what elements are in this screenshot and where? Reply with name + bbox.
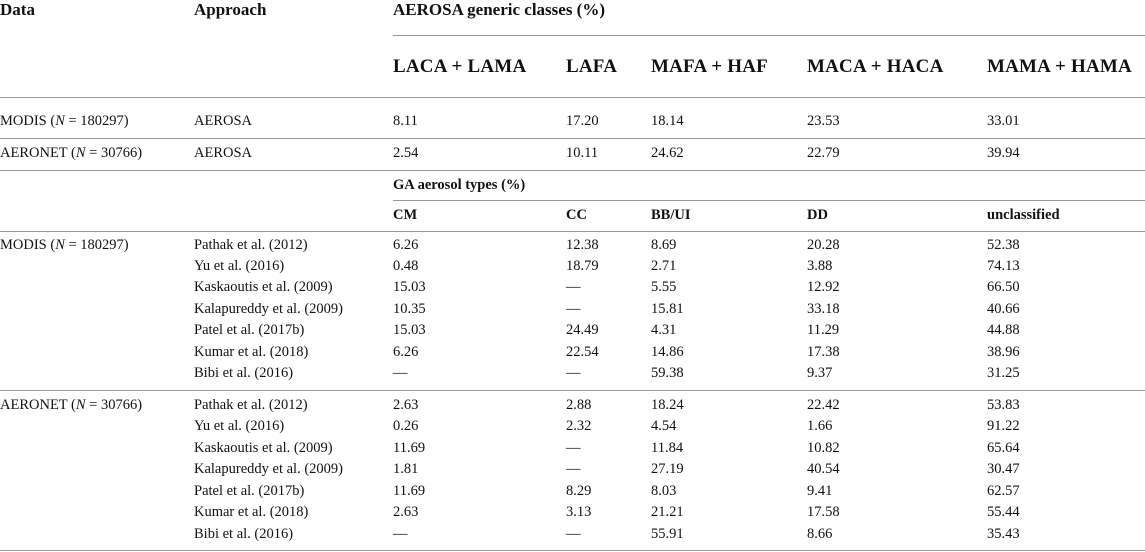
- value-cell: 3.88: [807, 258, 833, 274]
- value-cell: 2.54: [393, 145, 419, 161]
- value-cell: 8.29: [566, 483, 592, 499]
- value-cell: 55.91: [651, 526, 684, 542]
- value-cell: —: [566, 440, 581, 456]
- approach-cell: Bibi et al. (2016): [194, 365, 294, 381]
- value-cell: 17.38: [807, 344, 840, 360]
- value-cell: 12.38: [566, 237, 599, 253]
- value-cell: 66.50: [987, 279, 1020, 295]
- value-cell: 11.69: [393, 440, 426, 456]
- approach-cell: Yu et al. (2016): [194, 418, 285, 434]
- approach-cell: Bibi et al. (2016): [194, 526, 294, 542]
- value-cell: 22.79: [807, 145, 840, 161]
- value-cell: 74.13: [987, 258, 1020, 274]
- value-cell: 24.49: [566, 322, 599, 338]
- data-label: AERONET (N = 30766): [0, 397, 143, 413]
- value-cell: 6.26: [393, 344, 419, 360]
- col-header-bb-ui: BB/UI: [651, 207, 691, 223]
- approach-cell: AEROSA: [194, 113, 253, 129]
- value-cell: 14.86: [651, 344, 684, 360]
- col-header-dd: DD: [807, 207, 828, 223]
- value-cell: 27.19: [651, 461, 684, 477]
- value-cell: 33.01: [987, 113, 1020, 129]
- value-cell: —: [566, 365, 581, 381]
- row-divider: [0, 170, 1145, 171]
- value-cell: 5.55: [651, 279, 677, 295]
- row-divider: [0, 390, 1145, 391]
- table-bottom-rule: [0, 550, 1145, 551]
- value-cell: —: [566, 301, 581, 317]
- value-cell: 38.96: [987, 344, 1020, 360]
- value-cell: 1.81: [393, 461, 419, 477]
- value-cell: —: [566, 526, 581, 542]
- value-cell: —: [566, 461, 581, 477]
- col-header-mafa-haf: MAFA + HAF: [651, 56, 768, 77]
- approach-cell: Patel et al. (2017b): [194, 322, 305, 338]
- value-cell: 8.03: [651, 483, 677, 499]
- value-cell: 0.48: [393, 258, 419, 274]
- value-cell: 55.44: [987, 504, 1020, 520]
- value-cell: 10.35: [393, 301, 426, 317]
- value-cell: 2.71: [651, 258, 677, 274]
- data-label: AERONET (N = 30766): [0, 145, 143, 161]
- value-cell: 44.88: [987, 322, 1020, 338]
- value-cell: 2.63: [393, 397, 419, 413]
- approach-cell: Kalapureddy et al. (2009): [194, 301, 343, 317]
- value-cell: 2.32: [566, 418, 592, 434]
- value-cell: 65.64: [987, 440, 1020, 456]
- value-cell: 40.66: [987, 301, 1020, 317]
- value-cell: 11.69: [393, 483, 426, 499]
- col-header-cm: CM: [393, 207, 418, 223]
- value-cell: 10.11: [566, 145, 599, 161]
- value-cell: 4.54: [651, 418, 677, 434]
- value-cell: 0.26: [393, 418, 419, 434]
- approach-cell: Pathak et al. (2012): [194, 237, 308, 253]
- header-data: Data: [0, 0, 35, 19]
- group-rule: [393, 35, 1145, 36]
- value-cell: 1.66: [807, 418, 833, 434]
- approach-cell: AEROSA: [194, 145, 253, 161]
- data-label: MODIS (N = 180297): [0, 113, 129, 129]
- value-cell: 11.29: [807, 322, 840, 338]
- header-bottom-rule: [0, 97, 1145, 98]
- data-label: MODIS (N = 180297): [0, 237, 129, 253]
- value-cell: 21.21: [651, 504, 684, 520]
- value-cell: 91.22: [987, 418, 1020, 434]
- value-cell: 15.03: [393, 322, 426, 338]
- value-cell: 18.14: [651, 113, 684, 129]
- row-divider: [0, 138, 1145, 139]
- value-cell: 6.26: [393, 237, 419, 253]
- value-cell: 8.69: [651, 237, 677, 253]
- value-cell: 9.41: [807, 483, 833, 499]
- value-cell: 24.62: [651, 145, 684, 161]
- value-cell: 35.43: [987, 526, 1020, 542]
- value-cell: 62.57: [987, 483, 1020, 499]
- col-header-laca-lama: LACA + LAMA: [393, 56, 527, 77]
- value-cell: 59.38: [651, 365, 684, 381]
- col-header-lafa: LAFA: [566, 56, 618, 77]
- ga-group-rule: [393, 200, 1145, 201]
- approach-cell: Kaskaoutis et al. (2009): [194, 440, 333, 456]
- ga-group-header: GA aerosol types (%): [393, 177, 526, 193]
- col-header-mama-hama: MAMA + HAMA: [987, 56, 1132, 77]
- col-header-maca-haca: MACA + HACA: [807, 56, 944, 77]
- value-cell: 31.25: [987, 365, 1020, 381]
- approach-cell: Yu et al. (2016): [194, 258, 285, 274]
- value-cell: 10.82: [807, 440, 840, 456]
- value-cell: 39.94: [987, 145, 1020, 161]
- value-cell: 4.31: [651, 322, 677, 338]
- value-cell: —: [566, 279, 581, 295]
- approach-cell: Patel et al. (2017b): [194, 483, 305, 499]
- approach-cell: Pathak et al. (2012): [194, 397, 308, 413]
- value-cell: 20.28: [807, 237, 840, 253]
- value-cell: 40.54: [807, 461, 840, 477]
- value-cell: 52.38: [987, 237, 1020, 253]
- col-header-cc: CC: [566, 207, 587, 223]
- value-cell: 15.03: [393, 279, 426, 295]
- value-cell: 22.42: [807, 397, 840, 413]
- value-cell: 8.11: [393, 113, 418, 129]
- value-cell: 2.63: [393, 504, 419, 520]
- approach-cell: Kumar et al. (2018): [194, 504, 309, 520]
- value-cell: 17.20: [566, 113, 599, 129]
- value-cell: —: [393, 526, 408, 542]
- value-cell: 17.58: [807, 504, 840, 520]
- value-cell: —: [393, 365, 408, 381]
- value-cell: 11.84: [651, 440, 684, 456]
- value-cell: 33.18: [807, 301, 840, 317]
- value-cell: 15.81: [651, 301, 684, 317]
- value-cell: 3.13: [566, 504, 592, 520]
- value-cell: 30.47: [987, 461, 1020, 477]
- value-cell: 23.53: [807, 113, 840, 129]
- value-cell: 18.79: [566, 258, 599, 274]
- header-aerosa-group: AEROSA generic classes (%): [393, 0, 606, 19]
- value-cell: 22.54: [566, 344, 599, 360]
- approach-cell: Kalapureddy et al. (2009): [194, 461, 343, 477]
- value-cell: 2.88: [566, 397, 592, 413]
- col-header-unclassified: unclassified: [987, 207, 1060, 223]
- approach-cell: Kaskaoutis et al. (2009): [194, 279, 333, 295]
- value-cell: 18.24: [651, 397, 684, 413]
- value-cell: 9.37: [807, 365, 833, 381]
- approach-cell: Kumar et al. (2018): [194, 344, 309, 360]
- header-approach: Approach: [194, 0, 267, 19]
- value-cell: 8.66: [807, 526, 833, 542]
- value-cell: 12.92: [807, 279, 840, 295]
- value-cell: 53.83: [987, 397, 1020, 413]
- ga-header-bottom-rule: [0, 231, 1145, 232]
